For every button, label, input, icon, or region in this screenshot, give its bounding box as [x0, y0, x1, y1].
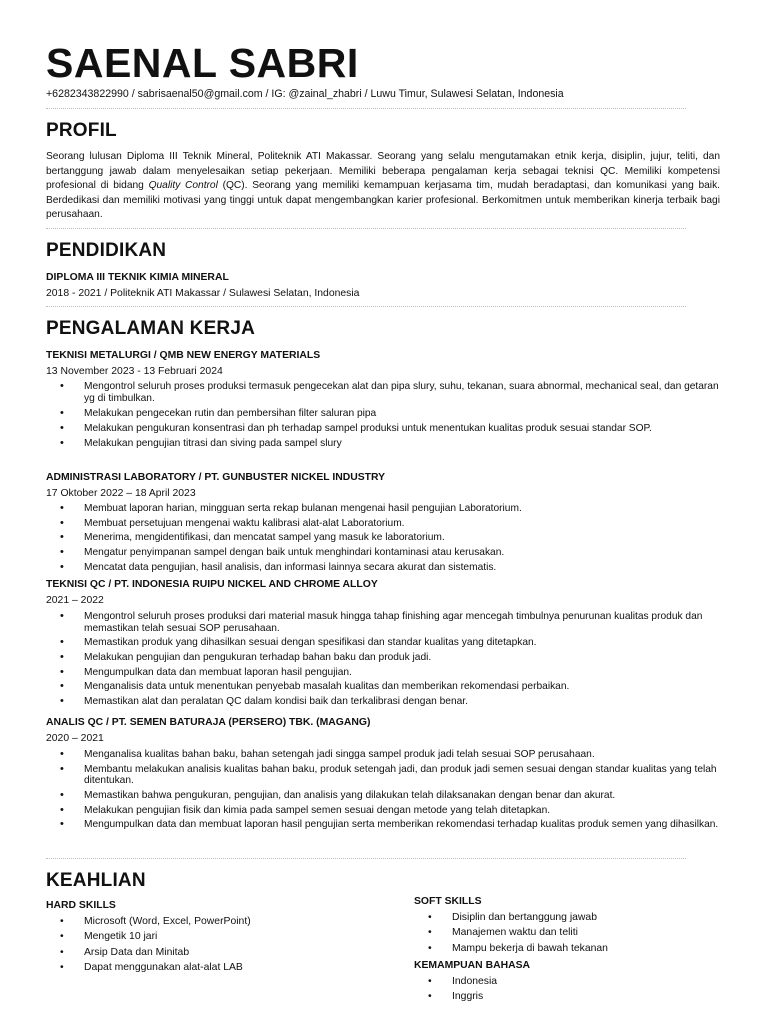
section-title-profil: PROFIL: [46, 120, 117, 141]
divider: [46, 108, 686, 109]
list-item: • Disiplin dan bertanggung jawab: [414, 910, 608, 925]
job-duties-list: [46, 611, 722, 711]
education-detail: 2018 - 2021 / Politeknik ATI Makassar / Sulawesi Selatan, Indonesia: [46, 288, 360, 299]
list-item: • Dapat menggunakan alat-alat LAB: [46, 960, 251, 975]
hard-skills-list: [46, 914, 251, 976]
list-item: • Memastikan produk yang dihasilkan sesuai dengan spesifikasi dan standar kualitas yang ditetapkan.: [46, 637, 722, 649]
profile-text-end: (QC). Seorang yang memiliki kemampuan kerjasama tim, mudah beradaptasi, dan komunikasi yang baik. Berdedikasi dan memiliki motivasi yang tinggi untuk dapat mengembangkan karier profesional. Berkomitmen untuk memberikan kinerja terbaik bagi perusahaan.: [46, 180, 720, 221]
list-item: • Mengumpulkan data dan membuat laporan hasil pengujian.: [46, 667, 722, 679]
list-item: • Menganalisa kualitas bahan baku, bahan setengah jadi singga sampel produk jadi telah sesuai SOP perusahaan.: [46, 749, 722, 761]
list-item: • Memastikan alat dan peralatan QC dalam kondisi baik dan terkalibrasi dengan benar.: [46, 696, 722, 708]
list-item: • Mengontrol seluruh proses produksi dari material masuk hingga tahap finishing agar mencegah timbulnya penurunan kualitas produk dan memastikan telah sesuai SOP perusahaan.: [46, 611, 722, 634]
job-duties-list: [46, 503, 722, 576]
job-title: TEKNISI QC / PT. INDONESIA RUIPU NICKEL AND CHROME ALLOY: [46, 579, 378, 590]
list-item: • Indonesia: [414, 974, 497, 989]
candidate-name: SAENAL SABRI: [46, 40, 359, 86]
list-item: • Memastikan bahwa pengukuran, pengujian, dan analisis yang dilakukan telah dilaksanakan dengan benar dan akurat.: [46, 790, 722, 802]
job-title: ADMINISTRASI LABORATORY / PT. GUNBUSTER NICKEL INDUSTRY: [46, 472, 386, 483]
list-item: • Arsip Data dan Minitab: [46, 945, 251, 960]
list-item: • Mengumpulkan data dan membuat laporan hasil pengujian serta memberikan rekomendasi terhadap kualitas produk semen yang dihasilkan.: [46, 819, 722, 831]
list-item: • Menerima, mengidentifikasi, dan mencatat sampel yang masuk ke laboratorium.: [46, 532, 722, 544]
soft-skills-heading: SOFT SKILLS: [414, 896, 482, 907]
divider: [46, 306, 686, 307]
job-duties-list: [46, 381, 722, 453]
list-item: • Menganalisis data untuk menentukan penyebab masalah kualitas dan memberikan rekomendasi perbaikan.: [46, 681, 722, 693]
job-dates: 17 Oktober 2022 – 18 April 2023: [46, 488, 196, 499]
section-title-keahlian: KEAHLIAN: [46, 870, 146, 891]
profile-text-start: Seorang lulusan Diploma III Teknik Mineral, Politeknik ATI Makassar. Seorang yang selalu mengutamakan etnik kerja, disiplin, jujur, teliti, dan bertanggung jawab dalam menyelesaikan setiap pekerjaan. Memiliki beberapa pengalaman kerja sebagai teknisi QC. Memiliki kompetensi profesional di bidang: [46, 151, 720, 192]
job-dates: 2020 – 2021: [46, 733, 104, 744]
list-item: • Melakukan pengujian fisik dan kimia pada sampel semen sesuai dengan metode yang telah ditetapkan.: [46, 805, 722, 817]
job-title: TEKNISI METALURGI / QMB NEW ENERGY MATERIALS: [46, 350, 321, 361]
section-title-pengalaman: PENGALAMAN KERJA: [46, 318, 256, 339]
list-item: • Microsoft (Word, Excel, PowerPoint): [46, 914, 251, 929]
job-dates: 2021 – 2022: [46, 595, 104, 606]
list-item: • Mampu bekerja di bawah tekanan: [414, 941, 608, 956]
language-heading: KEMAMPUAN BAHASA: [414, 960, 531, 971]
list-item: • Melakukan pengukuran konsentrasi dan ph terhadap sampel produksi untuk menentukan kualitas produk sesuai standar SOP.: [46, 423, 722, 435]
job-duties-list: [46, 749, 722, 834]
list-item: • Mengatur penyimpanan sampel dengan baik untuk menghindari kontaminasi atau kerusakan.: [46, 547, 722, 559]
job-title: ANALIS QC / PT. SEMEN BATURAJA (PERSERO) TBK. (MAGANG): [46, 717, 371, 728]
soft-skills-list: [414, 910, 608, 956]
section-title-pendidikan: PENDIDIKAN: [46, 240, 167, 261]
profile-text-emphasis: Quality Control: [148, 180, 218, 192]
list-item: • Membuat persetujuan mengenai waktu kalibrasi alat-alat Laboratorium.: [46, 518, 722, 530]
list-item: • Mengontrol seluruh proses produksi termasuk pengecekan alat dan pipa slury, suhu, tekanan, suara abnormal, mechanical seal, dan getaran yg di timbulkan.: [46, 381, 722, 404]
contact-line: +6282343822990 / sabrisaenal50@gmail.com / IG: @zainal_zhabri / Luwu Timur, Sulawesi Selatan, Indonesia: [46, 88, 564, 100]
profile-summary: [46, 150, 720, 223]
list-item: • Manajemen waktu dan teliti: [414, 925, 608, 940]
list-item: • Membuat laporan harian, mingguan serta rekap bulanan mengenai hasil pengujian Laboratorium.: [46, 503, 722, 515]
list-item: • Inggris: [414, 989, 497, 1004]
hard-skills-heading: HARD SKILLS: [46, 900, 116, 911]
list-item: • Melakukan pengujian dan pengukuran terhadap bahan baku dan produk jadi.: [46, 652, 722, 664]
list-item: • Melakukan pengujian titrasi dan siving pada sampel slury: [46, 438, 722, 450]
list-item: • Mencatat data pengujian, hasil analisis, dan informasi lainnya secara akurat dan sistematis.: [46, 562, 722, 574]
education-degree: DIPLOMA III TEKNIK KIMIA MINERAL: [46, 272, 229, 283]
list-item: • Mengetik 10 jari: [46, 929, 251, 944]
job-dates: 13 November 2023 - 13 Februari 2024: [46, 366, 223, 377]
divider: [46, 228, 686, 229]
language-list: [414, 974, 497, 1005]
divider: [46, 858, 686, 859]
list-item: • Melakukan pengecekan rutin dan pembersihan filter saluran pipa: [46, 408, 722, 420]
list-item: • Membantu melakukan analisis kualitas bahan baku, produk setengah jadi, dan produk jadi semen sesuai dengan standar kualitas yang telah ditentukan.: [46, 764, 722, 787]
